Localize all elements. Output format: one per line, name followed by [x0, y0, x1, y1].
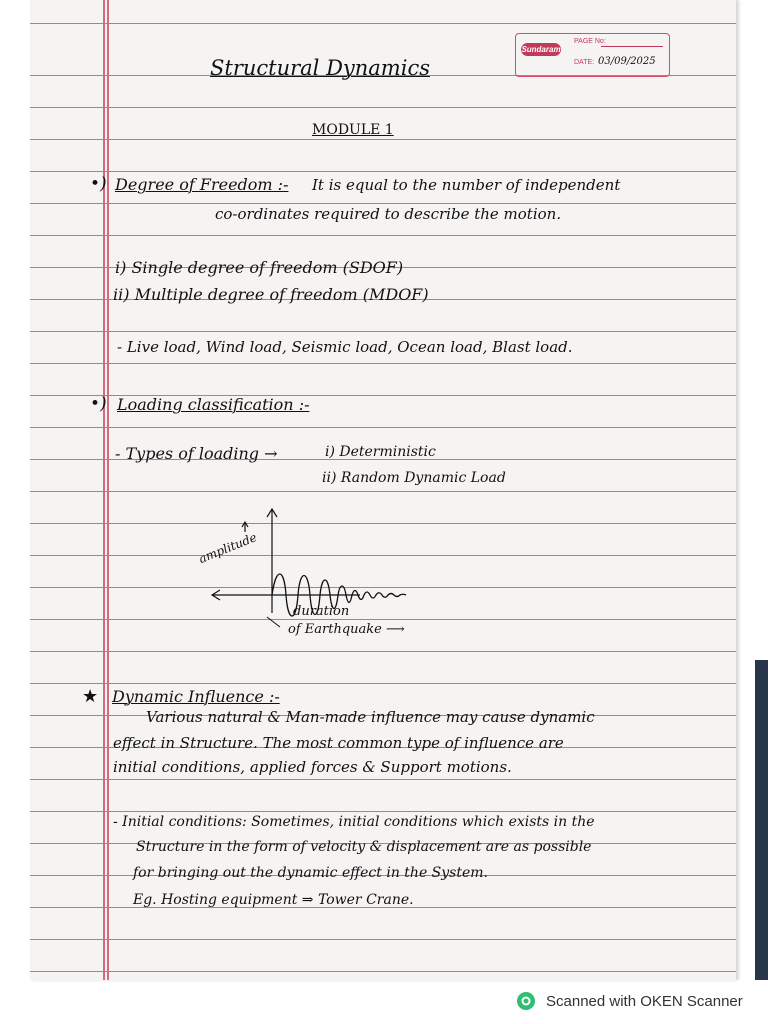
- brand-logo: Sundaram: [521, 45, 561, 54]
- scanner-text: Scanned with OKEN Scanner: [546, 992, 743, 1010]
- mdof-item: ii) Multiple degree of freedom (MDOF): [113, 285, 429, 304]
- types-of-loading: - Types of loading →: [115, 444, 278, 463]
- margin-line: [103, 0, 105, 980]
- oken-scanner-icon: [516, 991, 536, 1011]
- example-text: Eg. Hosting equipment ⇒ Tower Crane.: [133, 892, 414, 908]
- dynamic-influence-text: initial conditions, applied forces & Support motions.: [113, 758, 512, 776]
- loading-heading: Loading classification :-: [117, 395, 310, 414]
- initial-conditions-text: - Initial conditions: Sometimes, initial conditions which exists in the: [113, 814, 595, 830]
- date-value: 03/09/2025: [598, 56, 656, 67]
- sdof-item: i) Single degree of freedom (SDOF): [115, 258, 404, 277]
- bullet: •): [90, 394, 107, 414]
- dof-heading: Degree of Freedom :-: [115, 175, 289, 194]
- dynamic-influence-text: Various natural & Man-made influence may cause dynamic: [146, 708, 595, 726]
- notebook-page: [30, 0, 737, 980]
- duration-pointer: [267, 617, 280, 627]
- load-types: - Live load, Wind load, Seismic load, Ocean load, Blast load.: [117, 338, 573, 356]
- page-number-label: PAGE No:: [574, 38, 606, 45]
- margin-line: [107, 0, 109, 980]
- page-number-line: [601, 46, 663, 47]
- initial-conditions-text: Structure in the form of velocity & displacement are as possible: [136, 839, 592, 855]
- dynamic-influence-heading: Dynamic Influence :-: [112, 687, 280, 706]
- date-label: DATE:: [574, 59, 595, 66]
- duration-label: duration: [293, 604, 350, 619]
- random-dynamic-load: ii) Random Dynamic Load: [322, 470, 506, 486]
- dof-definition: It is equal to the number of independent: [312, 176, 621, 194]
- module-heading: MODULE 1: [312, 122, 394, 138]
- deterministic: i) Deterministic: [325, 444, 436, 460]
- dof-definition-cont: co-ordinates required to describe the motion.: [215, 205, 562, 223]
- page-date-stamp: [515, 33, 670, 77]
- initial-conditions-text: for bringing out the dynamic effect in the System.: [133, 865, 488, 881]
- earthquake-label: of Earthquake ⟶: [288, 622, 405, 637]
- scanner-watermark: [516, 990, 743, 1012]
- star-icon: ★: [82, 686, 99, 707]
- dynamic-influence-text: effect in Structure. The most common type of influence are: [113, 734, 564, 752]
- page-title: Structural Dynamics: [210, 56, 430, 80]
- bullet: •): [90, 174, 107, 194]
- amplitude-label: amplitude: [196, 530, 259, 566]
- page-edge-shadow: [755, 660, 768, 980]
